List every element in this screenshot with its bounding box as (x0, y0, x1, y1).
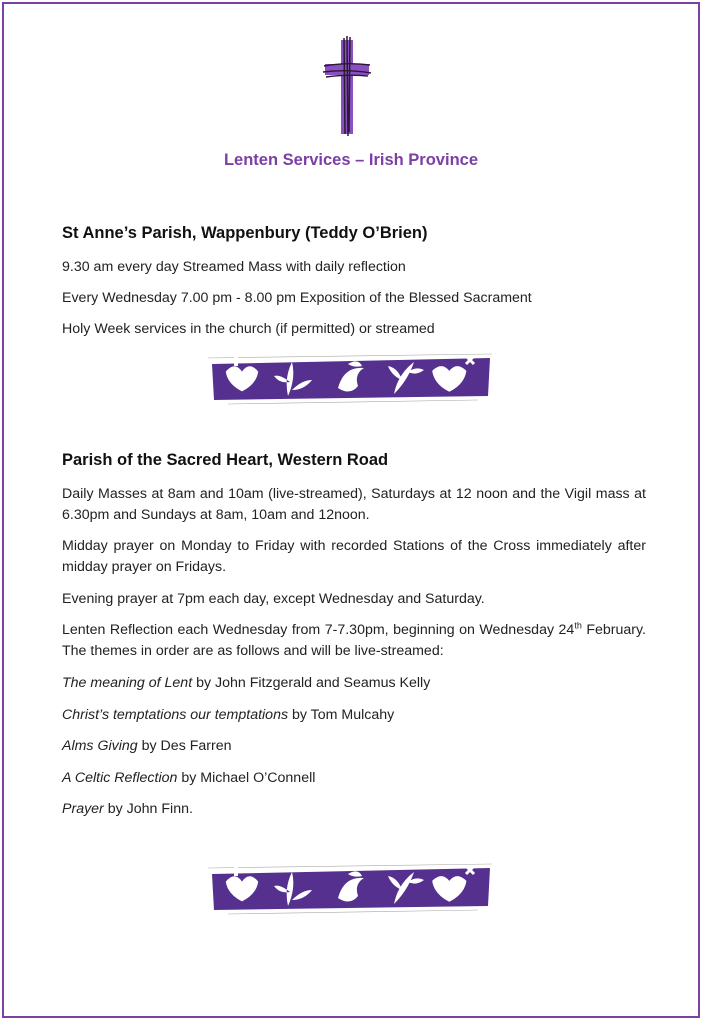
section-title-sacred-heart: Parish of the Sacred Heart, Western Road (62, 451, 389, 469)
decorative-banner (208, 860, 492, 916)
theme-title: Christ’s temptations our temptations (62, 707, 289, 723)
cross-icon (322, 34, 372, 138)
theme-item (62, 768, 646, 789)
paragraph-evening-prayer: Evening prayer at 7pm each day, except Wednesday and Saturday. (62, 591, 485, 607)
schedule-line: Holy Week services in the church (if permitted) or streamed (62, 321, 435, 337)
reflection-text: February. The themes in order are as follows and will be live-streamed: (62, 622, 646, 659)
reflection-text: Lenten Reflection each Wednesday from 7-7.30pm, beginning on Wednesday 24 (62, 622, 575, 638)
theme-item (62, 799, 646, 820)
theme-title: Alms Giving (62, 738, 138, 754)
theme-speaker: by John Finn. (103, 801, 193, 817)
theme-item (62, 736, 646, 757)
theme-title: Prayer (62, 801, 104, 817)
paragraph-lenten-reflection (62, 620, 646, 662)
ordinal-suffix: th (574, 620, 582, 631)
theme-speaker: by Tom Mulcahy (288, 707, 395, 723)
section-title-st-annes: St Anne’s Parish, Wappenbury (Teddy O’Brien) (62, 224, 428, 242)
paragraph-masses: Daily Masses at 8am and 10am (live-streamed), Saturdays at 12 noon and the Vigil mass at 6.30pm and Sundays at 8am, 10am and 12noon. (62, 486, 646, 523)
decorative-banner (208, 350, 492, 406)
theme-title: A Celtic Reflection (62, 770, 178, 786)
schedule-line: 9.30 am every day Streamed Mass with daily reflection (62, 259, 406, 275)
theme-item (62, 705, 646, 726)
theme-speaker: by Des Farren (137, 738, 232, 754)
page-title: Lenten Services – Irish Province (223, 151, 479, 169)
theme-item (62, 673, 646, 694)
paragraph-midday-prayer: Midday prayer on Monday to Friday with recorded Stations of the Cross immediately after midday prayer on Fridays. (62, 538, 646, 575)
theme-title: The meaning of Lent (62, 675, 193, 691)
theme-speaker: by John Fitzgerald and Seamus Kelly (192, 675, 431, 691)
theme-speaker: by Michael O’Connell (177, 770, 316, 786)
schedule-line: Every Wednesday 7.00 pm - 8.00 pm Exposition of the Blessed Sacrament (62, 290, 532, 306)
